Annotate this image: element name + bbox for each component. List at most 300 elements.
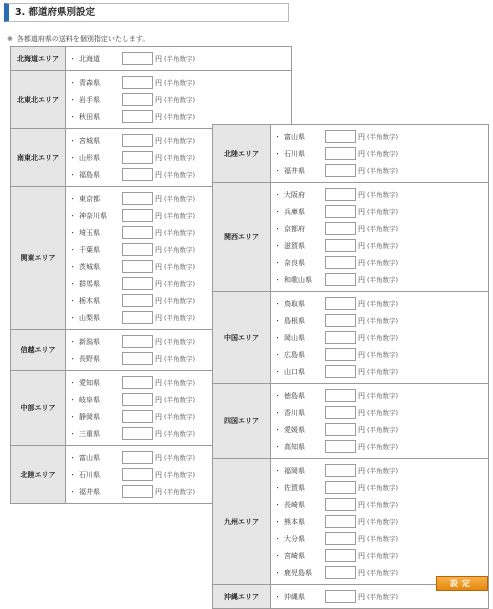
half-width-hint: (半角数字) [367,276,399,284]
prefecture-name: 秋田県 [79,112,100,121]
shipping-fee-input[interactable] [325,481,356,494]
area-label: 関西エリア [213,183,271,292]
shipping-fee-input[interactable] [122,468,153,481]
bullet: ・ [69,296,76,305]
prefecture-name: 宮崎県 [284,551,305,560]
shipping-fee-input[interactable] [122,294,153,307]
half-width-hint: (半角数字) [367,208,399,216]
yen-label: 円 [358,166,365,175]
prefecture-name: 岩手県 [79,95,100,104]
prefecture-list [271,384,489,459]
yen-label: 円 [358,568,365,577]
yen-label: 円 [155,54,162,63]
bullet: ・ [274,166,281,175]
bullet: ・ [274,367,281,376]
prefecture-list [66,47,292,71]
prefecture-name: 石川県 [79,470,100,479]
half-width-hint: (半角数字) [367,552,399,560]
prefecture-row [66,91,291,108]
shipping-fee-input[interactable] [122,277,153,290]
prefecture-row [271,254,488,271]
prefecture-row [271,462,488,479]
yen-label: 円 [358,367,365,376]
submit-button[interactable]: 設定 [436,576,488,591]
half-width-hint: (半角数字) [367,225,399,233]
half-width-hint: (半角数字) [164,471,196,479]
shipping-fee-input[interactable] [122,209,153,222]
shipping-fee-input[interactable] [325,130,356,143]
bullet: ・ [69,78,76,87]
yen-label: 円 [155,395,162,404]
shipping-fee-input[interactable] [325,331,356,344]
prefecture-name: 宮城県 [79,136,100,145]
shipping-fee-input[interactable] [122,451,153,464]
area-row [213,459,489,585]
prefecture-name: 愛媛県 [284,425,305,434]
bullet: ・ [274,190,281,199]
half-width-hint: (半角数字) [367,593,399,601]
area-row [11,47,292,71]
prefecture-row [271,186,488,203]
area-label: 南東北エリア [11,129,66,187]
yen-label: 円 [155,279,162,288]
prefecture-row [271,479,488,496]
bullet: ・ [274,483,281,492]
bullet: ・ [274,534,281,543]
bullet: ・ [274,258,281,267]
half-width-hint: (半角数字) [367,484,399,492]
prefecture-name: 千葉県 [79,245,100,254]
bullet: ・ [274,207,281,216]
yen-label: 円 [358,190,365,199]
area-label: 信越エリア [11,330,66,371]
yen-label: 円 [155,412,162,421]
prefecture-name: 岐阜県 [79,395,100,404]
prefecture-name: 福井県 [284,166,305,175]
prefecture-row [271,346,488,363]
bullet: ・ [274,517,281,526]
yen-label: 円 [155,262,162,271]
note-mark: ※ [7,35,13,43]
shipping-fee-input[interactable] [122,427,153,440]
yen-label: 円 [358,207,365,216]
half-width-hint: (半角数字) [164,246,196,254]
prefecture-row [271,271,488,288]
yen-label: 円 [155,136,162,145]
bullet: ・ [274,333,281,342]
yen-label: 円 [155,112,162,121]
yen-label: 円 [155,95,162,104]
half-width-hint: (半角数字) [164,379,196,387]
prefecture-name: 徳島県 [284,391,305,400]
half-width-hint: (半角数字) [367,317,399,325]
bullet: ・ [274,466,281,475]
shipping-fee-input[interactable] [122,134,153,147]
yen-label: 円 [358,258,365,267]
prefecture-row [271,530,488,547]
half-width-hint: (半角数字) [164,355,196,363]
shipping-fee-input[interactable] [325,532,356,545]
prefecture-list [66,71,292,129]
prefecture-row [66,108,291,125]
half-width-hint: (半角数字) [367,259,399,267]
prefecture-row [271,496,488,513]
prefecture-name: 山口県 [284,367,305,376]
half-width-hint: (半角数字) [367,443,399,451]
shipping-fee-input[interactable] [122,352,153,365]
bullet: ・ [69,170,76,179]
prefecture-name: 山梨県 [79,313,100,322]
bullet: ・ [69,470,76,479]
half-width-hint: (半角数字) [164,171,196,179]
shipping-fee-input[interactable] [325,440,356,453]
half-width-hint: (半角数字) [164,488,196,496]
half-width-hint: (半角数字) [164,314,196,322]
yen-label: 円 [358,241,365,250]
area-label: 中部エリア [11,371,66,446]
bullet: ・ [69,228,76,237]
bullet: ・ [274,275,281,284]
half-width-hint: (半角数字) [164,430,196,438]
bullet: ・ [69,337,76,346]
prefecture-list [271,183,489,292]
yen-label: 円 [155,78,162,87]
shipping-fee-input[interactable] [325,498,356,511]
shipping-fee-input[interactable] [325,297,356,310]
prefecture-name: 鹿児島県 [284,568,312,577]
bullet: ・ [69,487,76,496]
half-width-hint: (半角数字) [367,467,399,475]
yen-label: 円 [155,337,162,346]
prefecture-name: 大分県 [284,534,305,543]
area-row [213,384,489,459]
yen-label: 円 [155,170,162,179]
half-width-hint: (半角数字) [367,392,399,400]
prefecture-row [271,547,488,564]
prefecture-row [271,220,488,237]
bullet: ・ [274,149,281,158]
shipping-fee-input[interactable] [122,168,153,181]
shipping-fee-input[interactable] [122,52,153,65]
area-label: 北陸エリア [11,446,66,504]
shipping-fee-input[interactable] [325,389,356,402]
bullet: ・ [69,153,76,162]
prefecture-name: 石川県 [284,149,305,158]
bullet: ・ [69,354,76,363]
bullet: ・ [274,442,281,451]
shipping-fee-input[interactable] [122,243,153,256]
yen-label: 円 [155,453,162,462]
shipping-fee-input[interactable] [325,147,356,160]
yen-label: 円 [155,378,162,387]
yen-label: 円 [358,592,365,601]
yen-label: 円 [358,350,365,359]
prefecture-row [271,145,488,162]
half-width-hint: (半角数字) [164,113,196,121]
bullet: ・ [69,245,76,254]
yen-label: 円 [155,354,162,363]
prefecture-row [271,404,488,421]
half-width-hint: (半角数字) [367,518,399,526]
prefecture-name: 福井県 [79,487,100,496]
area-label: 関東エリア [11,187,66,330]
bullet: ・ [69,429,76,438]
shipping-fee-input[interactable] [122,376,153,389]
bullet: ・ [274,224,281,233]
yen-label: 円 [358,408,365,417]
prefecture-list [271,125,489,183]
prefecture-name: 福岡県 [284,466,305,475]
shipping-fee-input[interactable] [325,348,356,361]
half-width-hint: (半角数字) [164,212,196,220]
shipping-fee-input[interactable] [122,192,153,205]
shipping-fee-input[interactable] [122,410,153,423]
area-row [213,183,489,292]
shipping-fee-input[interactable] [325,164,356,177]
half-width-hint: (半角数字) [367,334,399,342]
prefecture-row [271,513,488,530]
bullet: ・ [69,112,76,121]
area-label: 北東北エリア [11,71,66,129]
prefecture-name: 香川県 [284,408,305,417]
bullet: ・ [69,378,76,387]
half-width-hint: (半角数字) [367,569,399,577]
yen-label: 円 [358,500,365,509]
area-row [213,125,489,183]
prefecture-name: 兵庫県 [284,207,305,216]
prefecture-name: 熊本県 [284,517,305,526]
half-width-hint: (半角数字) [164,454,196,462]
prefecture-name: 京都府 [284,224,305,233]
half-width-hint: (半角数字) [367,242,399,250]
prefecture-name: 富山県 [79,453,100,462]
prefecture-row [271,329,488,346]
prefecture-row [66,74,291,91]
shipping-fee-input[interactable] [122,335,153,348]
prefecture-name: 北海道 [79,54,100,63]
bullet: ・ [69,54,76,63]
shipping-fee-input[interactable] [325,423,356,436]
prefecture-row [271,312,488,329]
half-width-hint: (半角数字) [164,195,196,203]
half-width-hint: (半角数字) [164,96,196,104]
bullet: ・ [274,241,281,250]
yen-label: 円 [358,551,365,560]
area-label: 四国エリア [213,384,271,459]
shipping-fee-input[interactable] [122,76,153,89]
bullet: ・ [69,395,76,404]
prefecture-row [271,237,488,254]
prefecture-row [271,363,488,380]
prefecture-list [271,292,489,384]
shipping-fee-input[interactable] [122,93,153,106]
bullet: ・ [69,211,76,220]
prefecture-name: 岡山県 [284,333,305,342]
prefecture-name: 長崎県 [284,500,305,509]
yen-label: 円 [358,517,365,526]
prefecture-name: 広島県 [284,350,305,359]
prefecture-name: 鳥取県 [284,299,305,308]
shipping-fee-input[interactable] [325,515,356,528]
bullet: ・ [274,425,281,434]
half-width-hint: (半角数字) [164,338,196,346]
prefecture-name: 埼玉県 [79,228,100,237]
shipping-fee-input[interactable] [325,239,356,252]
prefecture-row [271,387,488,404]
prefecture-row [271,203,488,220]
prefecture-row [271,128,488,145]
section-title: 3. 都道府県別設定 [4,3,289,22]
bullet: ・ [69,313,76,322]
yen-label: 円 [358,425,365,434]
yen-label: 円 [358,149,365,158]
prefecture-name: 青森県 [79,78,100,87]
yen-label: 円 [155,470,162,479]
yen-label: 円 [358,316,365,325]
prefecture-name: 島根県 [284,316,305,325]
yen-label: 円 [155,313,162,322]
bullet: ・ [274,132,281,141]
note [7,34,149,44]
half-width-hint: (半角数字) [164,154,196,162]
yen-label: 円 [358,299,365,308]
shipping-fee-input[interactable] [122,110,153,123]
prefecture-name: 佐賀県 [284,483,305,492]
bullet: ・ [274,316,281,325]
shipping-fee-input[interactable] [325,549,356,562]
shipping-fee-input[interactable] [122,393,153,406]
right-prefecture-table [212,124,489,609]
prefecture-name: 新潟県 [79,337,100,346]
area-row [213,292,489,384]
half-width-hint: (半角数字) [367,409,399,417]
half-width-hint: (半角数字) [164,263,196,271]
bullet: ・ [69,453,76,462]
prefecture-name: 長野県 [79,354,100,363]
shipping-fee-input[interactable] [325,222,356,235]
yen-label: 円 [358,333,365,342]
prefecture-name: 三重県 [79,429,100,438]
shipping-fee-input[interactable] [122,226,153,239]
half-width-hint: (半角数字) [367,535,399,543]
yen-label: 円 [155,429,162,438]
shipping-fee-input[interactable] [325,406,356,419]
half-width-hint: (半角数字) [164,280,196,288]
yen-label: 円 [358,275,365,284]
yen-label: 円 [358,132,365,141]
half-width-hint: (半角数字) [367,426,399,434]
prefecture-name: 神奈川県 [79,211,107,220]
prefecture-name: 滋賀県 [284,241,305,250]
bullet: ・ [274,551,281,560]
prefecture-name: 高知県 [284,442,305,451]
yen-label: 円 [358,391,365,400]
shipping-fee-input[interactable] [122,151,153,164]
half-width-hint: (半角数字) [367,150,399,158]
bullet: ・ [274,391,281,400]
bullet: ・ [69,194,76,203]
prefecture-name: 和歌山県 [284,275,312,284]
prefecture-name: 静岡県 [79,412,100,421]
bullet: ・ [69,95,76,104]
shipping-fee-input[interactable] [325,205,356,218]
prefecture-row [66,50,291,67]
half-width-hint: (半角数字) [164,79,196,87]
half-width-hint: (半角数字) [164,413,196,421]
prefecture-name: 愛知県 [79,378,100,387]
bullet: ・ [274,568,281,577]
area-label: 北海道エリア [11,47,66,71]
shipping-fee-input[interactable] [325,365,356,378]
prefecture-row [271,438,488,455]
area-label: 北陸エリア [213,125,271,183]
half-width-hint: (半角数字) [367,133,399,141]
yen-label: 円 [358,483,365,492]
prefecture-row [271,421,488,438]
shipping-fee-input[interactable] [122,260,153,273]
yen-label: 円 [155,228,162,237]
half-width-hint: (半角数字) [367,501,399,509]
half-width-hint: (半角数字) [367,167,399,175]
prefecture-name: 群馬県 [79,279,100,288]
shipping-fee-input[interactable] [325,464,356,477]
half-width-hint: (半角数字) [164,137,196,145]
yen-label: 円 [155,487,162,496]
shipping-fee-input[interactable] [325,314,356,327]
bullet: ・ [274,350,281,359]
prefecture-name: 山形県 [79,153,100,162]
area-label: 中国エリア [213,292,271,384]
yen-label: 円 [155,153,162,162]
shipping-fee-input[interactable] [325,590,356,603]
area-row [11,71,292,129]
prefecture-name: 奈良県 [284,258,305,267]
note-text: 各都道府県の送料を個別指定いたします。 [16,35,150,43]
shipping-fee-input[interactable] [325,256,356,269]
yen-label: 円 [155,296,162,305]
half-width-hint: (半角数字) [367,368,399,376]
prefecture-name: 富山県 [284,132,305,141]
shipping-fee-input[interactable] [325,566,356,579]
half-width-hint: (半角数字) [164,229,196,237]
shipping-fee-input[interactable] [325,188,356,201]
bullet: ・ [274,299,281,308]
bullet: ・ [69,279,76,288]
prefecture-name: 東京都 [79,194,100,203]
half-width-hint: (半角数字) [367,300,399,308]
bullet: ・ [274,592,281,601]
prefecture-row [271,162,488,179]
yen-label: 円 [358,224,365,233]
bullet: ・ [69,136,76,145]
half-width-hint: (半角数字) [164,396,196,404]
prefecture-list [271,459,489,585]
area-label: 沖縄エリア [213,585,271,609]
yen-label: 円 [358,442,365,451]
prefecture-name: 大阪府 [284,190,305,199]
shipping-fee-input[interactable] [122,311,153,324]
half-width-hint: (半角数字) [367,191,399,199]
bullet: ・ [69,262,76,271]
yen-label: 円 [358,534,365,543]
shipping-fee-input[interactable] [325,273,356,286]
shipping-fee-input[interactable] [122,485,153,498]
yen-label: 円 [155,194,162,203]
yen-label: 円 [155,211,162,220]
bullet: ・ [274,408,281,417]
half-width-hint: (半角数字) [164,297,196,305]
prefecture-name: 福島県 [79,170,100,179]
